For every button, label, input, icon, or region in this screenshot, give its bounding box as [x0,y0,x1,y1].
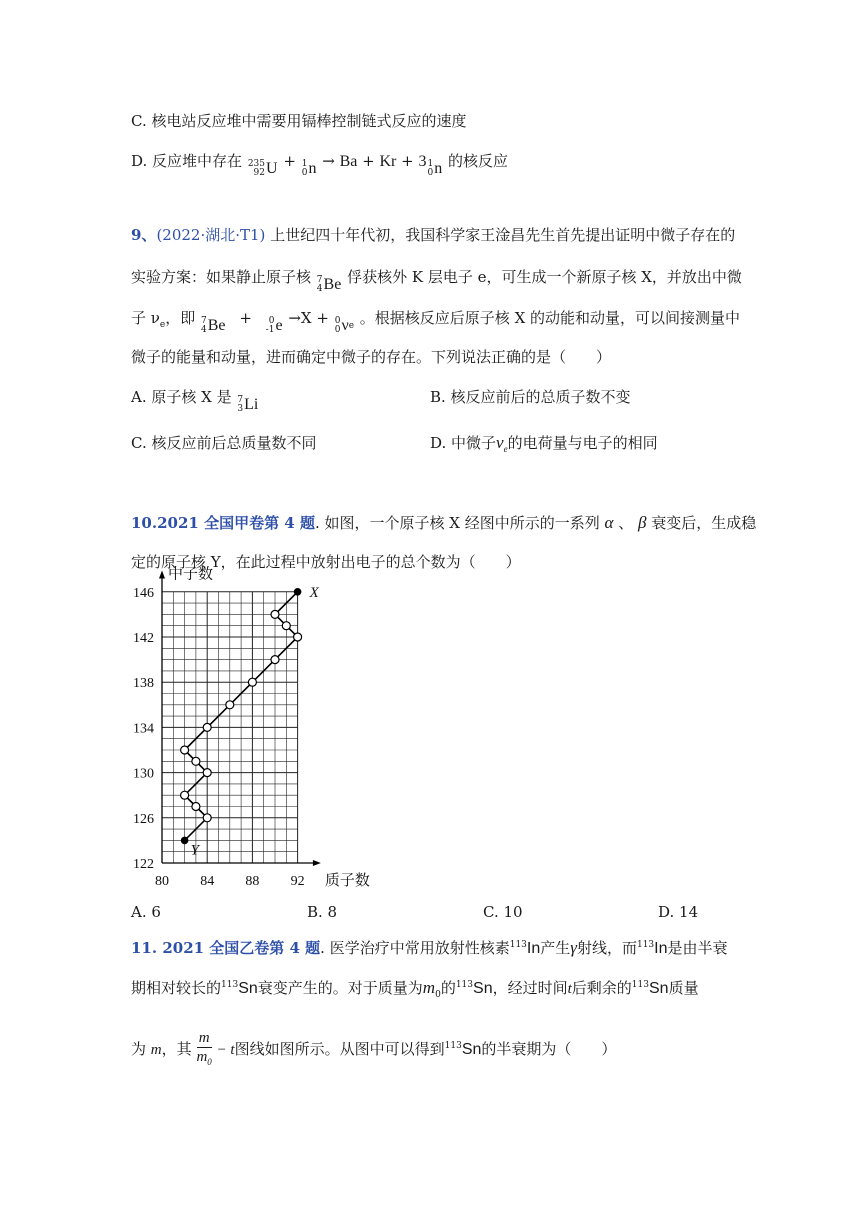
neutron-coefficient: 3 [418,153,427,170]
y-tick-label: 130 [133,766,154,782]
indium-symbol: In [654,940,668,957]
q9-source: (2022·湖北·T1) [156,226,266,244]
q9-line-3: 子 $\nu_e$，即 7 4 Be + 0 -1 e →X + 0 0 ν e 。根据核反应后原子核 X 的动能和动量，可以间接测量中 [131,309,741,335]
mass-ratio-fraction: $\frac{m}{m_0}$ [196,1030,212,1067]
x-tick-label: 92 [290,874,305,889]
gamma-symbol: γ [570,938,577,957]
q9-option-b[interactable]: B. 核反应前后的总质子数不变 [430,388,631,406]
decay-point-marker [203,769,211,777]
nucleus-label-x: X [309,584,319,601]
q8-option-c: C. 核电站反应堆中需要用镉棒控制链式反应的速度 [131,112,467,130]
nucleus-label-y: Y [190,842,199,859]
tin-symbol: Sn [461,1041,482,1058]
x-axis-arrow [313,860,321,866]
q9-line-4: 微子的能量和动量，进而确定中微子的存在。下列说法正确的是（ ） [131,348,612,366]
q9-option-c[interactable]: C. 核反应前后总质量数不同 [131,434,317,452]
q10-number-source: 10.2021 全国甲卷第 4 题 [131,514,315,532]
q10-line-1: 10.2021 全国甲卷第 4 题. 如图，一个原子核 X 经图中所示的一系列 α 、 β 衰变后，生成稳 [131,513,757,532]
q11-number-source: 11. 2021 全国乙卷第 4 题 [131,939,321,957]
decay-point-marker [192,803,200,811]
endpoint-marker [294,589,300,595]
neutrino-symbol: ν [496,433,504,452]
plus-sign: + [283,152,296,170]
x-tick-label: 84 [200,874,215,889]
endpoint-marker [181,837,187,843]
y-tick-label: 146 [133,585,154,601]
reaction-arrow: →X + [288,309,329,327]
electron-nuclide: 0 -1 e [265,316,283,335]
neutron-proton-chart [120,566,380,890]
plus-sign: + [362,152,375,170]
beryllium-nuclide: 7 4 Be [201,316,226,335]
lithium-nuclide: 7 3 Li [237,395,259,414]
decay-point-marker [181,791,189,799]
y-tick-label: 138 [133,676,154,692]
y-tick-label: 134 [133,721,154,737]
reaction-arrow: → [322,152,335,170]
decay-point-marker [203,814,211,822]
q8-option-d-prefix: D. 反应堆中存在 [131,152,243,170]
q8-option-d-suffix: 的核反应 [448,152,509,170]
beryllium-nuclide: 7 4 Be [316,275,342,294]
q11-line-1: 11. 2021 全国乙卷第 4 题. 医学治疗中常用放射性核素$^{113}$In产生γ射线，而$^{113}$In是由半衰 [131,938,728,957]
q9-line-1 [131,224,735,246]
barium-symbol: Ba [339,153,358,170]
x-tick-label: 80 [155,874,169,889]
q9-option-d[interactable]: D. 中微子$\nu_e$的电荷量与电子的相同 [430,433,658,454]
tin-symbol: Sn [473,980,493,997]
decay-point-marker [294,633,302,641]
q10-option-d[interactable]: D. 14 [658,903,699,921]
decay-point-marker [181,746,189,754]
decay-point-marker [282,622,290,630]
q9-line-2: 实验方案：如果静止原子核 7 4 Be 俘获核外 K 层电子 e，可生成一个新原子核 X，并放出中微 [131,268,742,294]
tin-symbol: Sn [238,980,258,997]
decay-point-marker [271,656,279,664]
q11-line-3: 为 m，其 $\frac{m}{m_0}$ − t图线如图所示。从图中可以得到$^{113}$Sn的半衰期为（ ） [131,1022,616,1074]
decay-point-marker [192,757,200,765]
decay-point-marker [203,723,211,731]
q10-option-c[interactable]: C. 10 [483,903,523,921]
alpha-symbol: α [604,513,614,532]
neutrino-nuclide: 0 0 ν e [334,316,355,335]
x-tick-label: 88 [245,874,260,889]
plus-sign: + [401,152,414,170]
q8-option-d [131,150,508,180]
krypton-symbol: Kr [379,153,397,170]
beta-symbol: β [638,513,647,532]
neutron-nuclide: 1 0 n [427,159,443,178]
plus-sign: + [239,309,252,327]
y-axis-label: 中子数 [168,566,214,583]
q11-line-2: 期相对较长的$^{113}$Sn衰变产生的。对于质量为$m_0$的$^{113}$Sn，经过时间t后剩余的$^{113}$Sn质量 [131,978,699,1000]
y-tick-label: 122 [133,857,154,872]
decay-point-marker [271,610,279,618]
neutron-nuclide: 1 0 n [301,159,317,178]
q9-number: 9、 [131,226,157,244]
y-tick-label: 126 [133,811,154,827]
decay-point-marker [248,678,256,686]
x-axis-label: 质子数 [324,873,370,889]
q9-text-1: 上世纪四十年代初，我国科学家王淦昌先生首先提出证明中微子存在的 [270,226,736,244]
uranium-nuclide: 235 92 U [247,159,278,178]
q10-line-2: 定的原子核 Y，在此过程中放射出电子的总个数为（ ） [131,553,521,571]
q10-option-a[interactable]: A. 6 [131,903,161,921]
y-tick-label: 142 [133,631,154,646]
tin-symbol: Sn [648,980,669,997]
decay-point-marker [226,701,234,709]
q10-option-b[interactable]: B. 8 [307,903,338,921]
indium-symbol: In [526,940,541,957]
q9-option-a[interactable]: A. 原子核 X 是 7 3 Li [131,388,259,414]
